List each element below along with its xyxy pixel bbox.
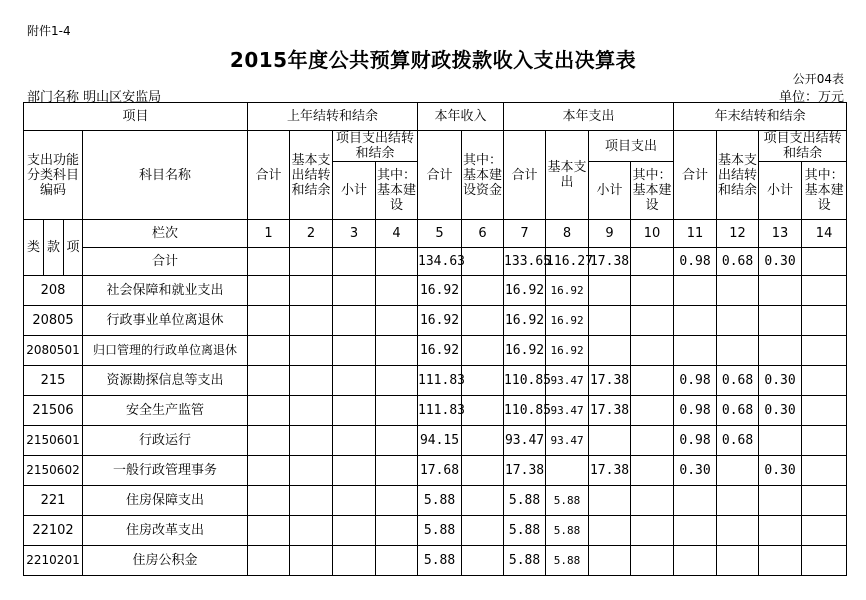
row-cell-c14: [802, 306, 847, 336]
column-number-14: 14: [802, 220, 847, 248]
sum-cell-c10: [631, 248, 674, 276]
header-prev-basic: 基本支出结转和结余: [290, 131, 333, 220]
unit-label: 单位：万元: [778, 90, 844, 105]
header-item: 项目: [24, 103, 248, 131]
table-row: [24, 336, 847, 366]
row-cell-c11: [674, 486, 717, 516]
row-cell-c8: 5.88: [546, 516, 589, 546]
row-cell-c7: 17.38: [504, 456, 546, 486]
row-cell-c12: [717, 546, 759, 576]
row-cell-c5: 111.83: [418, 396, 462, 426]
row-code: 2150601: [24, 426, 83, 456]
row-cell-c11: 0.98: [674, 366, 717, 396]
row-cell-c6: [462, 366, 504, 396]
row-cell-c6: [462, 546, 504, 576]
sum-cell-c1: [248, 248, 290, 276]
row-cell-c10: [631, 396, 674, 426]
sum-cell-c13: 0.30: [759, 248, 802, 276]
column-number-10: 10: [631, 220, 674, 248]
row-cell-c10: [631, 516, 674, 546]
header-expense-project: 项目支出: [589, 131, 674, 162]
row-cell-c10: [631, 306, 674, 336]
row-cell-c8: 16.92: [546, 306, 589, 336]
lane-label: 栏次: [83, 220, 248, 248]
header-expense: 本年支出: [504, 103, 674, 131]
header-end-basic: 基本支出结转和结余: [717, 131, 759, 220]
row-cell-c11: [674, 306, 717, 336]
header-income: 本年收入: [418, 103, 504, 131]
sum-cell-c3: [333, 248, 376, 276]
header-lei: 类: [24, 220, 44, 276]
row-cell-c5: 17.68: [418, 456, 462, 486]
row-cell-c4: [376, 276, 418, 306]
row-cell-c6: [462, 306, 504, 336]
row-code: 215: [24, 366, 83, 396]
row-cell-c5: 94.15: [418, 426, 462, 456]
row-cell-c3: [333, 306, 376, 336]
row-code: 21506: [24, 396, 83, 426]
row-cell-c5: 16.92: [418, 276, 462, 306]
row-cell-c7: 110.85: [504, 396, 546, 426]
row-cell-c14: [802, 336, 847, 366]
row-cell-c1: [248, 456, 290, 486]
row-cell-c6: [462, 486, 504, 516]
row-cell-c5: 5.88: [418, 516, 462, 546]
header-end-carry: 年末结转和结余: [674, 103, 847, 131]
row-cell-c14: [802, 546, 847, 576]
row-cell-c1: [248, 516, 290, 546]
row-cell-c8: 16.92: [546, 336, 589, 366]
row-cell-c8: 93.47: [546, 366, 589, 396]
header-expense-basic: 基本支出: [546, 131, 589, 220]
row-cell-c1: [248, 486, 290, 516]
row-cell-c2: [290, 366, 333, 396]
row-cell-c3: [333, 486, 376, 516]
header-prev-carry: 上年结转和结余: [248, 103, 418, 131]
table-row: [24, 396, 847, 426]
row-code: 221: [24, 486, 83, 516]
row-cell-c1: [248, 366, 290, 396]
row-name: 资源勘探信息等支出: [83, 366, 248, 396]
table-row: [24, 306, 847, 336]
row-name: 社会保障和就业支出: [83, 276, 248, 306]
row-cell-c14: [802, 426, 847, 456]
row-cell-c2: [290, 396, 333, 426]
row-cell-c5: 111.83: [418, 366, 462, 396]
header-prev-subtotal: 小计: [333, 162, 376, 220]
table-row: [24, 276, 847, 306]
row-cell-c10: [631, 456, 674, 486]
column-number-8: 8: [546, 220, 589, 248]
row-cell-c10: [631, 336, 674, 366]
row-code: 2150602: [24, 456, 83, 486]
row-cell-c14: [802, 456, 847, 486]
header-prev-total: 合计: [248, 131, 290, 220]
row-cell-c2: [290, 336, 333, 366]
column-number-6: 6: [462, 220, 504, 248]
row-cell-c4: [376, 396, 418, 426]
header-prev-project: 项目支出结转和结余: [333, 131, 418, 162]
sum-cell-c5: 134.63: [418, 248, 462, 276]
row-cell-c13: [759, 486, 802, 516]
column-number-11: 11: [674, 220, 717, 248]
form-code: 公开04表: [792, 72, 844, 86]
row-cell-c13: [759, 546, 802, 576]
row-cell-c2: [290, 486, 333, 516]
row-cell-c4: [376, 546, 418, 576]
table-row: [24, 426, 847, 456]
row-name: 行政事业单位离退休: [83, 306, 248, 336]
row-cell-c6: [462, 456, 504, 486]
row-cell-c6: [462, 336, 504, 366]
row-name: 住房公积金: [83, 546, 248, 576]
row-cell-c10: [631, 546, 674, 576]
column-number-5: 5: [418, 220, 462, 248]
row-cell-c7: 5.88: [504, 486, 546, 516]
column-number-3: 3: [333, 220, 376, 248]
column-number-13: 13: [759, 220, 802, 248]
department-name: 部门名称 明山区安监局: [27, 90, 162, 105]
row-cell-c1: [248, 306, 290, 336]
row-cell-c7: 16.92: [504, 336, 546, 366]
row-cell-c1: [248, 336, 290, 366]
row-cell-c1: [248, 546, 290, 576]
row-cell-c10: [631, 426, 674, 456]
table-row: [24, 516, 847, 546]
row-cell-c9: 17.38: [589, 366, 631, 396]
row-cell-c10: [631, 366, 674, 396]
row-cell-c4: [376, 456, 418, 486]
row-cell-c9: [589, 276, 631, 306]
row-cell-c3: [333, 336, 376, 366]
row-name: 行政运行: [83, 426, 248, 456]
attachment-label: 附件1-4: [27, 24, 71, 38]
table-row: [24, 486, 847, 516]
row-cell-c12: [717, 276, 759, 306]
row-cell-c1: [248, 396, 290, 426]
row-cell-c3: [333, 366, 376, 396]
row-cell-c5: 5.88: [418, 546, 462, 576]
row-cell-c4: [376, 306, 418, 336]
row-cell-c11: 0.30: [674, 456, 717, 486]
sum-cell-c12: 0.68: [717, 248, 759, 276]
row-name: 住房保障支出: [83, 486, 248, 516]
header-func-code: 支出功能分类科目编码: [24, 131, 83, 220]
row-cell-c8: [546, 456, 589, 486]
sum-cell-c2: [290, 248, 333, 276]
row-cell-c9: [589, 546, 631, 576]
sum-cell-c9: 17.38: [589, 248, 631, 276]
header-expense-total: 合计: [504, 131, 546, 220]
header-end-project: 项目支出结转和结余: [759, 131, 847, 162]
row-cell-c8: 5.88: [546, 546, 589, 576]
row-cell-c5: 5.88: [418, 486, 462, 516]
column-number-2: 2: [290, 220, 333, 248]
sum-cell-c4: [376, 248, 418, 276]
row-cell-c3: [333, 516, 376, 546]
row-cell-c14: [802, 396, 847, 426]
row-cell-c2: [290, 276, 333, 306]
table-row: [24, 456, 847, 486]
sum-label: 合计: [83, 248, 248, 276]
row-cell-c7: 93.47: [504, 426, 546, 456]
sum-cell-c11: 0.98: [674, 248, 717, 276]
row-cell-c14: [802, 516, 847, 546]
row-cell-c1: [248, 426, 290, 456]
row-cell-c7: 16.92: [504, 276, 546, 306]
row-cell-c12: [717, 486, 759, 516]
row-cell-c9: [589, 426, 631, 456]
row-cell-c3: [333, 276, 376, 306]
row-cell-c12: [717, 516, 759, 546]
row-cell-c3: [333, 396, 376, 426]
sum-cell-c7: 133.65: [504, 248, 546, 276]
row-cell-c3: [333, 546, 376, 576]
row-cell-c8: 16.92: [546, 276, 589, 306]
budget-table: [23, 102, 847, 576]
row-cell-c11: 0.98: [674, 396, 717, 426]
row-cell-c10: [631, 486, 674, 516]
row-name: 住房改革支出: [83, 516, 248, 546]
column-number-4: 4: [376, 220, 418, 248]
row-cell-c6: [462, 516, 504, 546]
row-cell-c13: [759, 516, 802, 546]
header-subject-name: 科目名称: [83, 131, 248, 220]
row-cell-c12: 0.68: [717, 426, 759, 456]
header-kuan: 款: [44, 220, 64, 276]
row-cell-c2: [290, 426, 333, 456]
row-name: 一般行政管理事务: [83, 456, 248, 486]
row-cell-c11: [674, 546, 717, 576]
header-end-construction: 其中：基本建设: [802, 162, 847, 220]
row-cell-c14: [802, 366, 847, 396]
header-xiang: 项: [64, 220, 83, 276]
row-cell-c11: [674, 336, 717, 366]
row-cell-c14: [802, 486, 847, 516]
row-cell-c11: [674, 516, 717, 546]
row-cell-c4: [376, 516, 418, 546]
header-income-total: 合计: [418, 131, 462, 220]
row-name: 归口管理的行政单位离退休: [83, 336, 248, 366]
row-cell-c1: [248, 276, 290, 306]
row-cell-c11: 0.98: [674, 426, 717, 456]
row-cell-c5: 16.92: [418, 306, 462, 336]
row-cell-c13: 0.30: [759, 456, 802, 486]
row-cell-c9: [589, 336, 631, 366]
row-cell-c13: 0.30: [759, 366, 802, 396]
row-cell-c13: [759, 306, 802, 336]
table-row: [24, 366, 847, 396]
row-cell-c5: 16.92: [418, 336, 462, 366]
row-cell-c6: [462, 426, 504, 456]
row-cell-c8: 93.47: [546, 426, 589, 456]
row-cell-c8: 5.88: [546, 486, 589, 516]
row-cell-c9: [589, 486, 631, 516]
row-code: 208: [24, 276, 83, 306]
row-code: 22102: [24, 516, 83, 546]
row-cell-c7: 110.85: [504, 366, 546, 396]
column-number-7: 7: [504, 220, 546, 248]
sum-cell-c14: [802, 248, 847, 276]
column-number-12: 12: [717, 220, 759, 248]
row-code: 2210201: [24, 546, 83, 576]
row-cell-c13: [759, 336, 802, 366]
row-cell-c2: [290, 516, 333, 546]
sum-cell-c6: [462, 248, 504, 276]
row-cell-c4: [376, 426, 418, 456]
row-cell-c6: [462, 276, 504, 306]
row-cell-c2: [290, 546, 333, 576]
row-cell-c12: 0.68: [717, 366, 759, 396]
row-cell-c13: 0.30: [759, 396, 802, 426]
row-cell-c4: [376, 486, 418, 516]
header-expense-subtotal: 小计: [589, 162, 631, 220]
row-cell-c12: [717, 456, 759, 486]
header-end-total: 合计: [674, 131, 717, 220]
row-cell-c7: 5.88: [504, 546, 546, 576]
column-number-9: 9: [589, 220, 631, 248]
header-end-subtotal: 小计: [759, 162, 802, 220]
row-cell-c7: 16.92: [504, 306, 546, 336]
row-cell-c10: [631, 276, 674, 306]
row-code: 2080501: [24, 336, 83, 366]
row-cell-c13: [759, 426, 802, 456]
row-cell-c8: 93.47: [546, 396, 589, 426]
row-code: 20805: [24, 306, 83, 336]
row-cell-c9: 17.38: [589, 396, 631, 426]
header-income-construction: 其中：基本建设资金: [462, 131, 504, 220]
row-cell-c12: [717, 306, 759, 336]
header-prev-construction: 其中：基本建设: [376, 162, 418, 220]
row-cell-c3: [333, 456, 376, 486]
row-name: 安全生产监管: [83, 396, 248, 426]
row-cell-c4: [376, 336, 418, 366]
row-cell-c11: [674, 276, 717, 306]
row-cell-c9: [589, 306, 631, 336]
column-number-1: 1: [248, 220, 290, 248]
row-cell-c2: [290, 456, 333, 486]
row-cell-c2: [290, 306, 333, 336]
row-cell-c4: [376, 366, 418, 396]
row-cell-c7: 5.88: [504, 516, 546, 546]
row-cell-c3: [333, 426, 376, 456]
header-expense-construction: 其中：基本建设: [631, 162, 674, 220]
row-cell-c14: [802, 276, 847, 306]
row-cell-c12: [717, 336, 759, 366]
row-cell-c9: [589, 516, 631, 546]
row-cell-c6: [462, 396, 504, 426]
page-title: 2015年度公共预算财政拨款收入支出决算表: [229, 48, 637, 72]
row-cell-c9: 17.38: [589, 456, 631, 486]
row-cell-c12: 0.68: [717, 396, 759, 426]
sum-cell-c8: 116.27: [546, 248, 589, 276]
table-row: [24, 546, 847, 576]
row-cell-c13: [759, 276, 802, 306]
